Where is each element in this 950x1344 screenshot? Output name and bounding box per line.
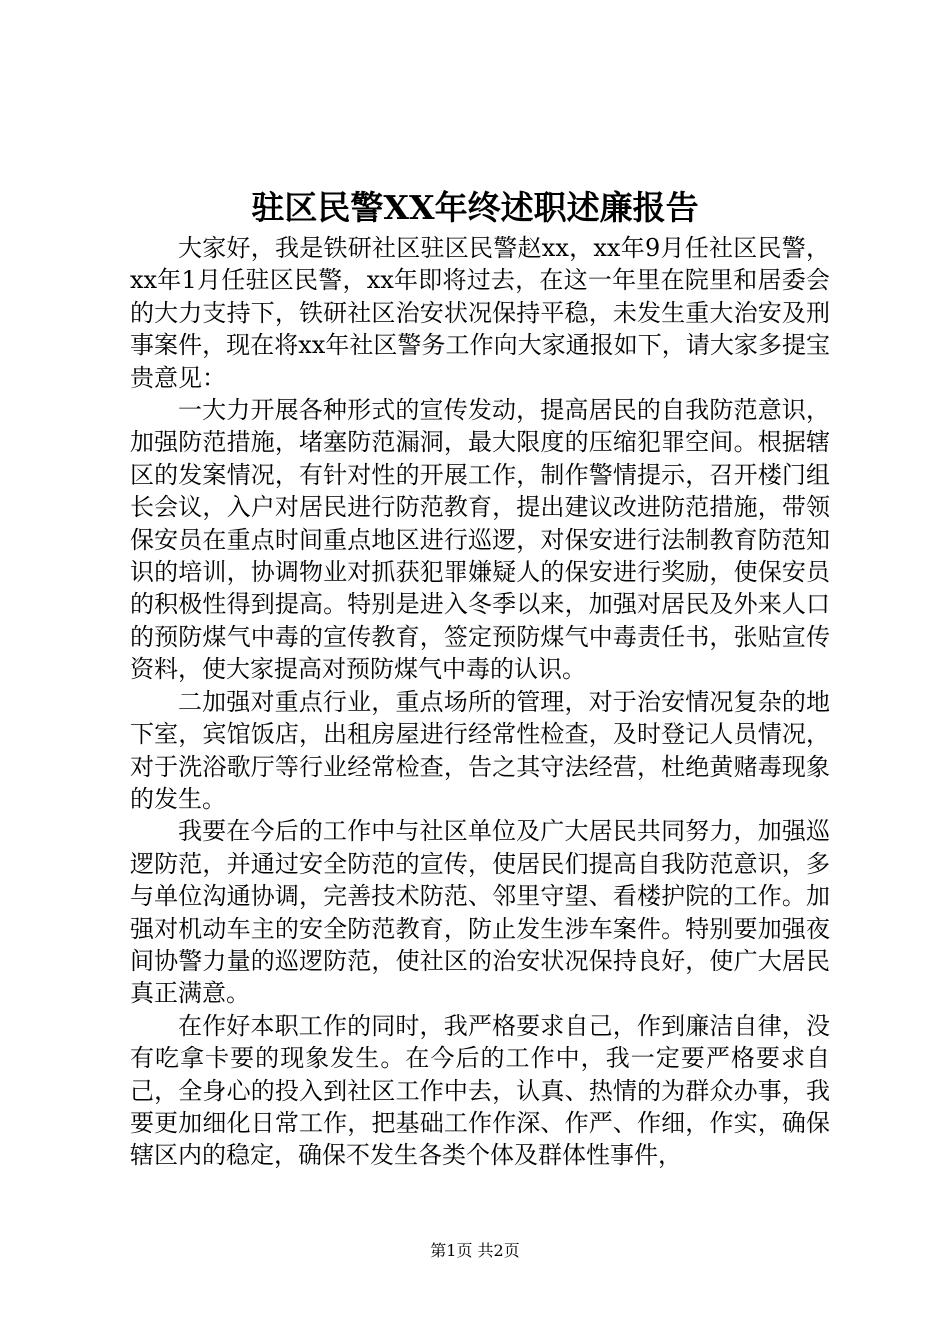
document-body: [130, 232, 830, 1172]
document-title: 驻区民警XX年终述职述廉报告: [251, 188, 699, 227]
page-footer: 第1页 共2页: [430, 1241, 520, 1260]
paragraph-publicity: 一大力开展各种形式的宣传发动，提高居民的自我防范意识，加强防范措施，堵塞防范漏洞，最大限度的压缩犯罪空间。根据辖区的发案情况，有针对性的开展工作，制作警情提示，召开楼门组长会议，入户对居民进行防范教育，提出建议改进防范措施，带领保安员在重点时间重点地区进行巡逻，对保安进行法制教育防范知识的培训，协调物业对抓获犯罪嫌疑人的保安进行奖励，使保安员的积极性得到提高。特别是进入冬季以来，加强对居民及外来人口的预防煤气中毒的宣传教育，签定预防煤气中毒责任书，张贴宣传资料，使大家提高对预防煤气中毒的认识。: [130, 396, 830, 684]
paragraph-intro: 大家好，我是铁研社区驻区民警赵xx，xx年9月任社区民警，xx年1月任驻区民警，xx年即将过去，在这一年里在院里和居委会的大力支持下，铁研社区治安状况保持平稳，未发生重大治安及刑事案件，现在将xx年社区警务工作向大家通报如下，请大家多提宝贵意见：: [130, 234, 830, 392]
paragraph-key-industries: 二加强对重点行业，重点场所的管理，对于治安情况复杂的地下室，宾馆饭店，出租房屋进行经常性检查，及时登记人员情况，对于洗浴歌厅等行业经常检查，告之其守法经营，杜绝黄赌毒现象的发生。: [130, 687, 830, 813]
paragraph-integrity: 在作好本职工作的同时，我严格要求自己，作到廉洁自律，没有吃拿卡要的现象发生。在今后的工作中，我一定要严格要求自己，全身心的投入到社区工作中去，认真、热情的为群众办事，我要更加细化日常工作，把基础工作作深、作严、作细，作实，确保辖区内的稳定，确保不发生各类个体及群体性事件，: [130, 1011, 830, 1170]
paragraph-future-work: 我要在今后的工作中与社区单位及广大居民共同努力，加强巡逻防范，并通过安全防范的宣传，使居民们提高自我防范意识，多与单位沟通协调，完善技术防范、邻里守望、看楼护院的工作。加强对机动车主的安全防范教育，防止发生涉车案件。特别要加强夜间协警力量的巡逻防范，使社区的治安状况保持良好，使广大居民真正满意。: [130, 817, 830, 1008]
